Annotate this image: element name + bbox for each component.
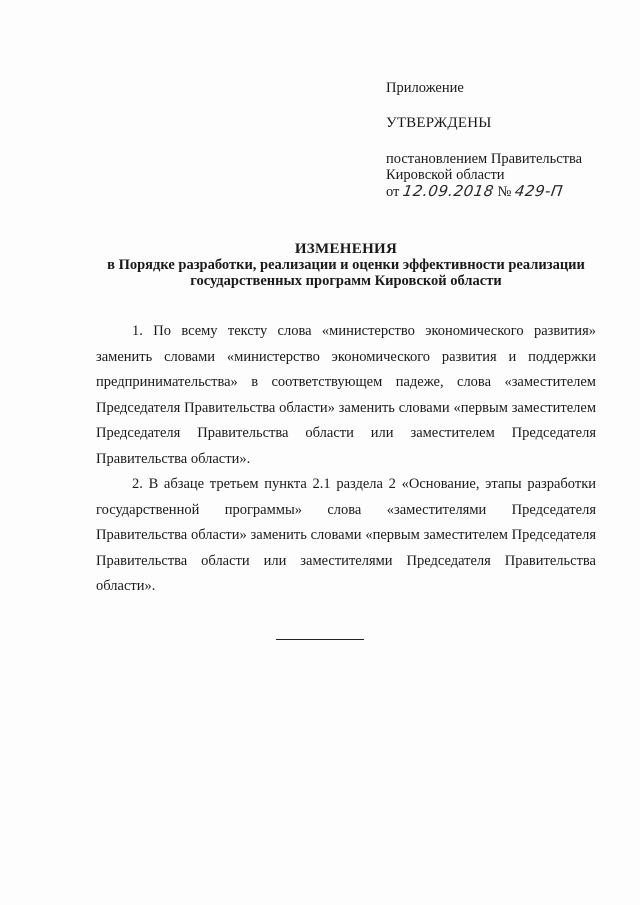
paragraph-2: 2. В абзаце третьем пункта 2.1 раздела 2 «Основание, этапы разработки государственной программы» слова «заместителями Председателя Правительства области» заменить словами «первым заместителем Председателя Правительства области или заместителями Председателя Правительства области».	[96, 476, 596, 594]
annex-label: Приложение	[386, 80, 464, 96]
approval-block	[386, 80, 616, 200]
decree-line-1: постановлением Правительства	[386, 151, 583, 167]
decree-line-2: Кировской области	[386, 167, 505, 183]
approved-label: УТВЕРЖДЕНЫ	[386, 115, 492, 131]
title-line-3: государственных программ Кировской области	[190, 273, 502, 289]
handwritten-date: 12.09.2018	[401, 182, 496, 200]
title-main: ИЗМЕНЕНИЯ	[294, 241, 398, 257]
document-title	[96, 241, 596, 289]
document-body	[96, 319, 596, 600]
handwritten-number: 429-П	[513, 182, 565, 200]
paragraph-1: 1. По всему тексту слова «министерство экономического развития» заменить словами «министерство экономического развития и поддержки предпринимательства» в соответствующем падеже, слова «заместителем Председателя Правительства области» заменить словами «первым заместителем Председателя Правительства области или заместителем Председателя Правительства области».	[96, 323, 596, 467]
date-prefix: от	[386, 184, 400, 200]
number-prefix: №	[497, 184, 512, 200]
date-number-line	[386, 183, 616, 200]
title-line-2: в Порядке разработки, реализации и оценки эффективности реализации	[107, 257, 585, 273]
end-divider	[276, 639, 364, 640]
